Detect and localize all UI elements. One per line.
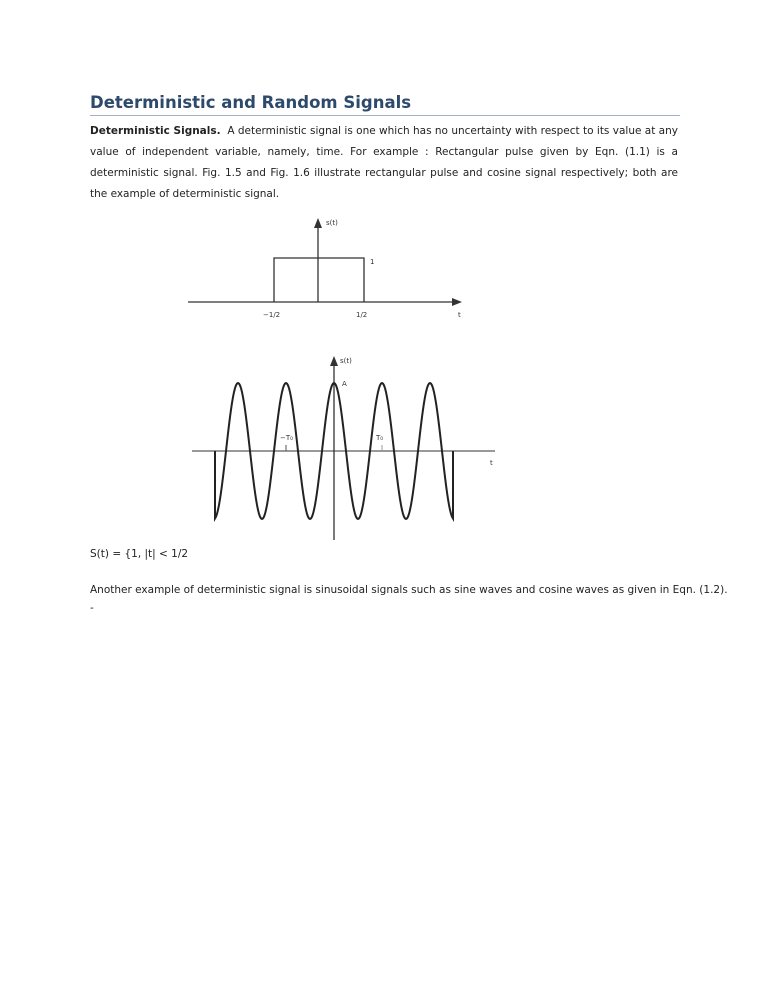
cos-tick-right: T₀: [376, 434, 384, 442]
intro-paragraph: [90, 121, 678, 205]
trailing-mark: -: [90, 602, 94, 614]
cos-tick-left: −T₀: [280, 434, 293, 442]
cosine-figure: [190, 352, 510, 542]
pulse-time-arrow: [452, 298, 462, 306]
pulse-shape: [274, 258, 364, 302]
cos-x-label: t: [490, 459, 493, 467]
pulse-x-label: t: [458, 311, 461, 319]
pulse-equation: S(t) = {1, |t| < 1/2: [90, 548, 189, 560]
pulse-y-label: s(t): [326, 219, 338, 227]
rect-pulse-figure: [186, 214, 476, 324]
pulse-y-arrow: [314, 218, 322, 228]
cos-amp-label: A: [342, 380, 347, 388]
outro-paragraph: Another example of deterministic signal is sinusoidal signals such as sine waves and cosine waves as given in Eqn. (1.2).: [90, 584, 728, 596]
pulse-tick-left: −1/2: [263, 311, 281, 319]
cos-y-arrow: [330, 356, 338, 366]
pulse-level-label: 1: [370, 258, 375, 266]
page-title: Deterministic and Random Signals: [90, 93, 680, 116]
intro-lead: Deterministic Signals.: [90, 125, 221, 137]
pulse-tick-right: 1/2: [356, 311, 368, 319]
cos-y-label: s(t): [340, 357, 352, 365]
intro-text: A deterministic signal is one which has no uncertainty with respect to its value at any value of independent variable, namely, time. For example : Rectangular pulse given by Eqn. (1.1) is a deterministic signal. Fig. 1.5 and Fig. 1.6 illustrate rectangular pulse and cosine signal respectively; both are the example of deterministic signal.: [90, 125, 678, 200]
